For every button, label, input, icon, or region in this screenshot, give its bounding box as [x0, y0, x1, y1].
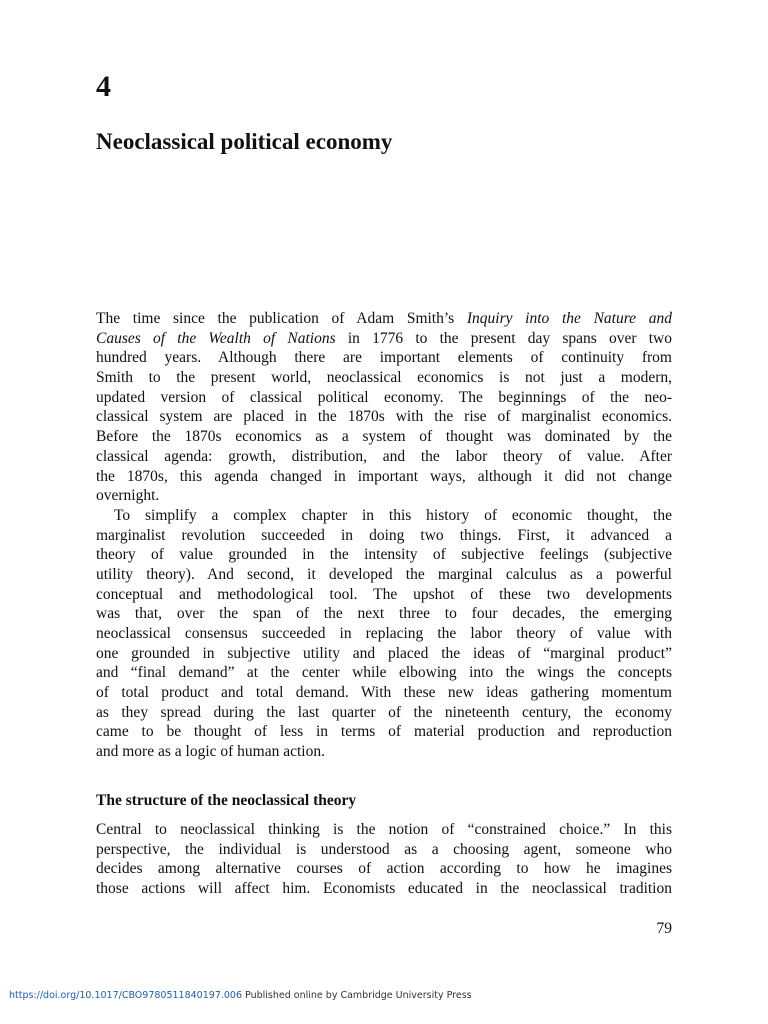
section-heading: The structure of the neoclassical theory: [96, 792, 357, 809]
text-line: came to be thought of less in terms of material production and reproduction: [96, 723, 672, 741]
text-line: updated version of classical political economy. The beginnings of the neo-: [96, 388, 672, 406]
text-line: utility theory). And second, it developed the marginal calculus as a powerful: [96, 565, 672, 583]
publisher-note: Published online by Cambridge University Press: [242, 990, 472, 1001]
chapter-title: Neoclassical political economy: [96, 129, 393, 154]
footer-citation: [9, 990, 472, 1001]
text-line: Causes of the Wealth of Nations in 1776 to the present day spans over two: [96, 329, 672, 347]
text-line: perspective, the individual is understood as a choosing agent, someone who: [96, 840, 672, 858]
text-line: and “final demand” at the center while elbowing into the wings the concepts: [96, 664, 672, 682]
text-line: as they spread during the last quarter of the nineteenth century, the economy: [96, 703, 672, 721]
text-line: one grounded in subjective utility and placed the ideas of “marginal product”: [96, 644, 672, 662]
text-line: theory of value grounded in the intensity of subjective feelings (subjective: [96, 546, 672, 564]
text-line: overnight.: [96, 487, 160, 505]
text-line: Smith to the present world, neoclassical economics is not just a modern,: [96, 369, 672, 387]
text-line: of total product and total demand. With these new ideas gathering momentum: [96, 684, 672, 702]
text-line: and more as a logic of human action.: [96, 743, 325, 761]
page-number: 79: [656, 920, 672, 937]
chapter-number: 4: [96, 70, 111, 103]
text-line: decides among alternative courses of action according to how he imagines: [96, 860, 672, 878]
text-line: was that, over the span of the next three to four decades, the emerging: [96, 605, 672, 623]
paragraph-structure: [96, 820, 672, 899]
paragraph-intro: [96, 309, 672, 762]
text-line: marginalist revolution succeeded in doing two things. First, it advanced a: [96, 526, 672, 544]
text-line: The time since the publication of Adam Smith’s Inquiry into the Nature and: [96, 310, 672, 327]
text-line: classical system are placed in the 1870s with the rise of marginalist economics.: [96, 408, 672, 426]
text-line: Before the 1870s economics as a system of thought was dominated by the: [96, 428, 672, 446]
text-line: hundred years. Although there are important elements of continuity from: [96, 349, 672, 367]
text-line: those actions will affect him. Economists educated in the neoclassical tradition: [96, 880, 672, 898]
text-line: Central to neoclassical thinking is the notion of “constrained choice.” In this: [96, 821, 672, 838]
text-line: classical agenda: growth, distribution, and the labor theory of value. After: [96, 447, 672, 465]
text-line: To simplify a complex chapter in this history of economic thought, the: [114, 506, 672, 524]
text-line: neoclassical consensus succeeded in replacing the labor theory of value with: [96, 625, 672, 642]
text-line: conceptual and methodological tool. The upshot of these two developments: [96, 585, 672, 603]
text-line: the 1870s, this agenda changed in important ways, although it did not change: [96, 467, 672, 485]
doi-link[interactable]: https://doi.org/10.1017/CBO9780511840197.006: [9, 990, 243, 1001]
